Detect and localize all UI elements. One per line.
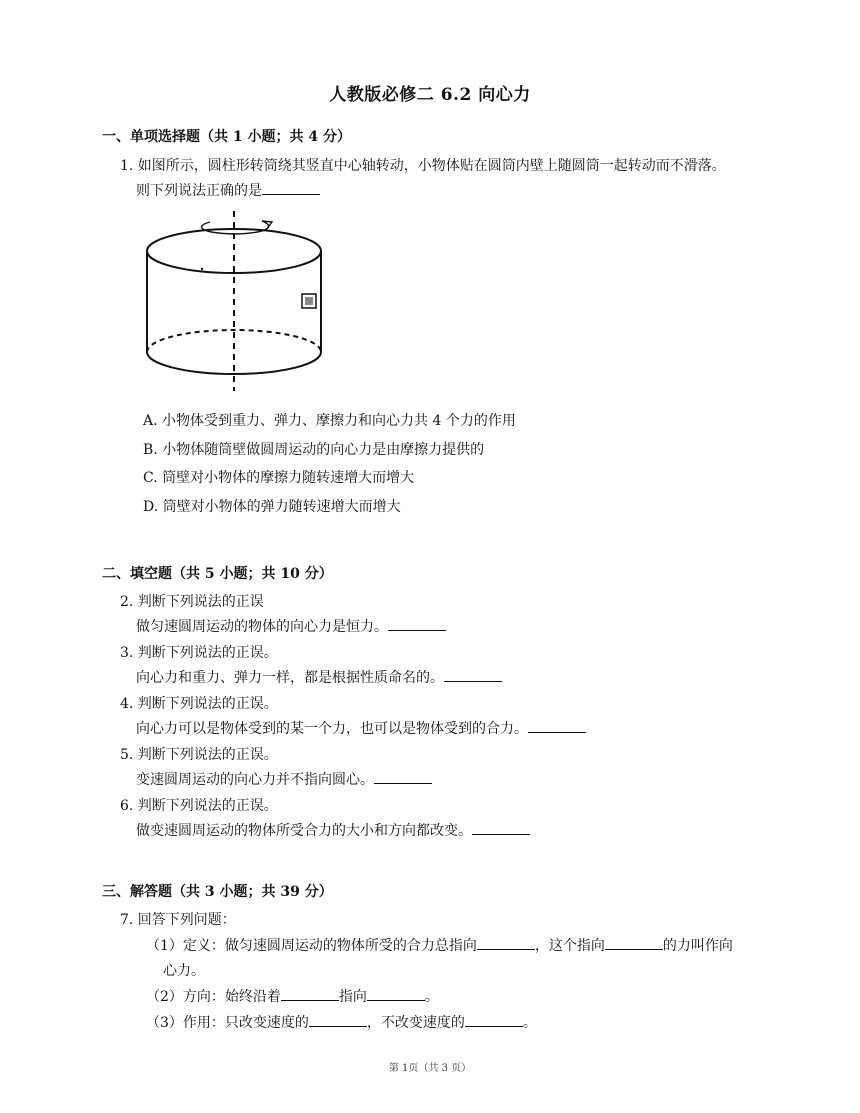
question-3-statement: 向心力和重力、弹力一样，都是根据性质命名的。	[136, 667, 502, 687]
question-1-stem-cont	[136, 180, 320, 200]
answer-blank[interactable]	[465, 1014, 523, 1027]
answer-blank[interactable]	[367, 988, 425, 1001]
question-7-part-1: （1）定义：做匀速圆周运动的物体所受的合力总指向 ，这个指向 的力叫作向	[146, 938, 733, 954]
section-heading-choice: 一、单项选择题（共 1 小题；共 4 分）	[102, 129, 351, 145]
option-c[interactable]: C. 筒壁对小物体的摩擦力随转速增大而增大	[143, 470, 415, 486]
question-1-stem: 1. 如图所示，圆柱形转筒绕其竖直中心轴转动，小物体贴在圆筒内壁上随圆筒一起转动而不滑落。	[120, 158, 726, 174]
question-7-part-1-cont: 心力。	[163, 963, 205, 979]
document-title: 人教版必修二 6.2 向心力	[329, 85, 531, 105]
option-a[interactable]: A. 小物体受到重力、弹力、摩擦力和向心力共 4 个力的作用	[143, 413, 516, 429]
question-7-part-2: （2）方向：始终沿着 指向 。	[146, 989, 439, 1005]
question-6-statement: 做变速圆周运动的物体所受合力的大小和方向都改变。	[136, 820, 530, 840]
question-5-prompt: 5. 判断下列说法的正误。	[120, 747, 278, 763]
option-b[interactable]: B. 小物体随筒壁做圆周运动的向心力是由摩擦力提供的	[143, 442, 485, 458]
speck-mark	[201, 268, 203, 270]
small-object-fill	[305, 297, 313, 305]
rotating-cylinder-figure	[140, 206, 330, 396]
answer-blank[interactable]	[281, 988, 339, 1001]
question-7-part-3: （3）作用：只改变速度的 ，不改变速度的 。	[146, 1015, 537, 1031]
page-footer: 第 1页（共 3 页）	[388, 1063, 472, 1074]
question-1-prompt: 则下列说法正确的是	[136, 183, 262, 199]
section-heading-fill: 二、填空题（共 5 小题；共 10 分）	[102, 566, 333, 582]
section-heading-answer: 三、解答题（共 3 小题；共 39 分）	[102, 884, 333, 900]
rotation-arrow-icon	[202, 221, 269, 234]
question-5-statement: 变速圆周运动的向心力并不指向圆心。	[136, 769, 432, 789]
question-3-prompt: 3. 判断下列说法的正误。	[120, 645, 278, 661]
question-2-prompt: 2. 判断下列说法的正误	[120, 594, 264, 610]
question-2-statement: 做匀速圆周运动的物体的向心力是恒力。	[136, 616, 446, 636]
answer-blank[interactable]	[528, 720, 586, 733]
answer-blank[interactable]	[309, 1014, 367, 1027]
question-6-prompt: 6. 判断下列说法的正误。	[120, 798, 278, 814]
option-d[interactable]: D. 筒壁对小物体的弹力随转速增大而增大	[143, 499, 401, 515]
answer-blank[interactable]	[444, 669, 502, 682]
answer-blank[interactable]	[388, 618, 446, 631]
answer-blank[interactable]	[605, 937, 663, 950]
answer-blank[interactable]	[374, 771, 432, 784]
question-4-statement: 向心力可以是物体受到的某一个力，也可以是物体受到的合力。	[136, 718, 586, 738]
question-4-prompt: 4. 判断下列说法的正误。	[120, 696, 278, 712]
answer-blank[interactable]	[477, 937, 535, 950]
question-7-intro: 7. 回答下列问题：	[120, 912, 236, 928]
answer-blank[interactable]	[262, 182, 320, 195]
answer-blank[interactable]	[472, 822, 530, 835]
